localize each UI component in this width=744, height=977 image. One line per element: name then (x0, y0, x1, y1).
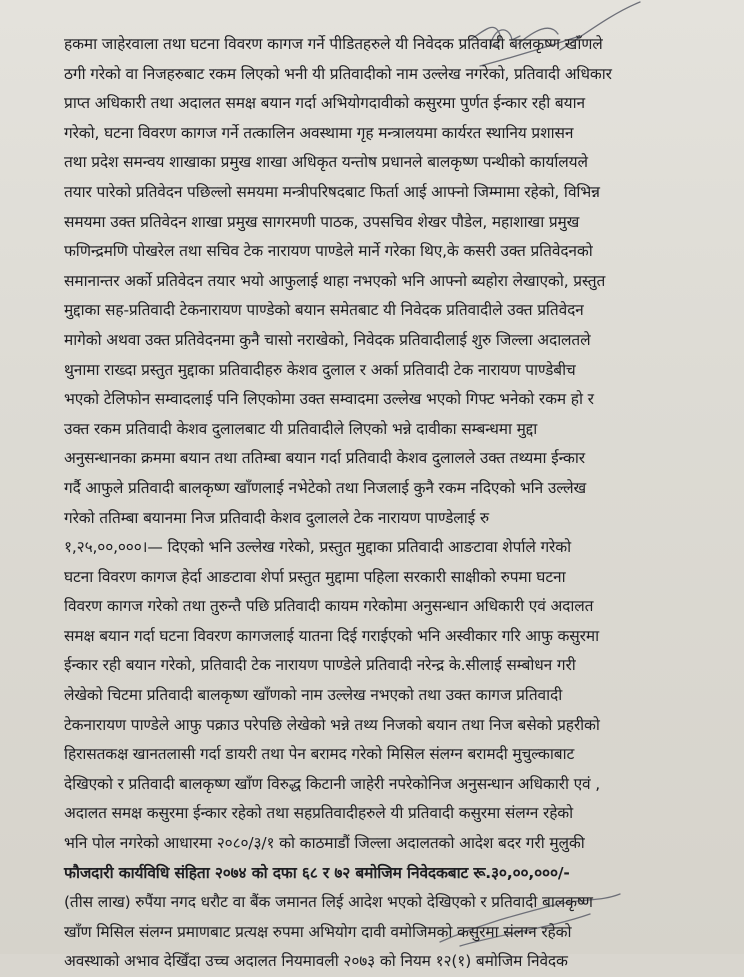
text-line: ईन्कार रही बयान गरेको, प्रतिवादी टेक नारायण पाण्डेले प्रतिवादी नरेन्द्र के.सीलाई सम्बोधन गरी (64, 656, 576, 675)
text-line: मुद्दाका सह-प्रतिवादी टेकनारायण पाण्डेको बयान समेतबाट यी निवेदक प्रतिवादीले उक्त प्रतिवेदन (64, 301, 584, 320)
text-line: थुनामा राख्दा प्रस्तुत मुद्दाका प्रतिवादीहरु केशव दुलाल र अर्का प्रतिवादी टेक नारायण पाण्डेबीच (64, 360, 576, 379)
text-line: तयार पारेको प्रतिवेदन पछिल्लो समयमा मन्त्रीपरिषदबाट फिर्ता आई आफ्नो जिम्मामा रहेको, विभिन्न (64, 182, 600, 201)
text-line: १,२५,००,०००।— दिएको भनि उल्लेख गरेको, प्रस्तुत मुद्दाका प्रतिवादी आङटावा शेर्पाले गरेको (64, 538, 571, 557)
text-line: (तीस लाख) रुपैंया नगद धरौट वा बैंक जमानत लिई आदेश भएको देखिएको र प्रतिवादी बालकृष्ण (64, 893, 593, 912)
text-line: विवरण कागज गरेको तथा तुरुन्तै पछि प्रतिवादी कायम गरेकोमा अनुसन्धान अधिकारी एवं अदालत (64, 597, 594, 616)
text-line: गरेको ततिम्बा बयानमा निज प्रतिवादी केशव दुलालले टेक नारायण पाण्डेलाई रु (64, 508, 489, 527)
text-line: घटना विवरण कागज हेर्दा आङटावा शेर्पा प्रस्तुत मुद्दामा पहिला सरकारी साक्षीको रुपमा घटना (64, 567, 566, 586)
text-line: ठगी गरेको वा निजहरुबाट रकम लिएको भनी यी प्रतिवादीको नाम उल्लेख नगरेको, प्रतिवादी अधिकार (64, 64, 612, 83)
text-line: भएको टेलिफोन सम्वादलाई पनि लिएकोमा उक्त सम्वादमा उल्लेख भएको गिफ्ट भनेको रकम हो र (64, 390, 594, 409)
text-line: समक्ष बयान गर्दा घटना विवरण कागजलाई यातना दिई गराईएको भनि अस्वीकार गरि आफु कसुरमा (64, 626, 599, 645)
document-body (64, 30, 722, 977)
text-line: समयमा उक्त प्रतिवेदन शाखा प्रमुख सागरमणी पाठक, उपसचिव शेखर पौडेल, महाशाखा प्रमुख (64, 212, 580, 231)
text-line: समानान्तर अर्को प्रतिवेदन तयार भयो आफुलाई थाहा नभएको भनि आफ्नो ब्यहोरा लेखाएको, प्रस्तुत (64, 271, 606, 290)
text-line: तथा प्रदेश समन्वय शाखाका प्रमुख शाखा अधिकृत यन्तोष प्रधानले बालकृष्ण पन्थीको कार्यालयले (64, 153, 588, 172)
text-line: खाँण मिसिल संलग्न प्रमाणबाट प्रत्यक्ष रुपमा अभियोग दावी वमोजिमको कसुरमा संलग्न रहेको (64, 922, 572, 941)
text-line: मागेको अथवा उक्त प्रतिवेदनमा कुनै चासो नराखेको, निवेदक प्रतिवादीलाई शुरु जिल्ला अदालतले (64, 330, 591, 349)
text-line: टेकनारायण पाण्डेले आफु पक्राउ परेपछि लेखेको भन्ने तथ्य निजको बयान तथा निज बसेको प्रहरीको (64, 715, 600, 734)
text-line: अनुसन्धानका क्रममा बयान तथा ततिम्बा बयान गर्दा प्रतिवादी केशव दुलालले उक्त तथ्यमा ईन्कार (64, 449, 585, 468)
text-line: अदालत समक्ष कसुरमा ईन्कार रहेको तथा सहप्रतिवादीहरुले यी प्रतिवादी कसुरमा संलग्न रहेको (64, 804, 574, 823)
text-line: लेखेको चिटमा प्रतिवादी बालकृष्ण खाँणको नाम उल्लेख नभएको तथा उक्त कागज प्रतिवादी (64, 686, 563, 705)
text-line: देखिएको र प्रतिवादी बालकृष्ण खाँण विरुद्ध किटानी जाहेरी नपरेकोनिज अनुसन्धान अधिकारी एवं , (64, 774, 601, 793)
text-line: प्राप्त अधिकारी तथा अदालत समक्ष बयान गर्दा अभियोगदावीको कसुरमा पुर्णत ईन्कार रही बयान (64, 94, 585, 113)
text-line: अवस्थाको अभाव देखिँदा उच्च अदालत नियमावली २०७३ को नियम १२(१) बमोजिम निवेदक (64, 952, 568, 971)
text-line: फणिन्द्रमणि पोखरेल तथा सचिव टेक नारायण पाण्डेले मार्ने गरेका थिए,के कसरी उक्त प्रतिवेदनको (64, 242, 593, 261)
text-line: गर्दै आफुले प्रतिवादी बालकृष्ण खाँणलाई नभेटेको तथा निजलाई कुनै रकम नदिएको भनि उल्लेख (64, 478, 586, 497)
text-line: भनि पोल नगरेको आधारमा २०८०/३/१ को काठमाडौं जिल्ला अदालतको आदेश बदर गरी मुलुकी (64, 834, 585, 853)
text-line: हकमा जाहेरवाला तथा घटना विवरण कागज गर्ने पीडितहरुले यी निवेदक प्रतिवादी बालकृष्ण खाँणले (64, 35, 603, 53)
text-line: हिरासतकक्ष खानतलासी गर्दा डायरी तथा पेन बरामद गरेको मिसिल संलग्न बरामदी मुचुल्काबाट (64, 745, 575, 764)
text-line: फौजदारी कार्यविधि संहिता २०७४ को दफा ६८ र ७२ बमोजिम निवेदकबाट रू.३०,००,०००/- (64, 863, 570, 882)
text-line: उक्त रकम प्रतिवादी केशव दुलालबाट यी प्रतिवादीले लिएको भन्ने दावीका सम्बन्धमा मुद्दा (64, 419, 538, 438)
text-line: गरेको, घटना विवरण कागज गर्ने तत्कालिन अवस्थामा गृह मन्त्रालयमा कार्यरत स्थानिय प्रशासन (64, 123, 574, 142)
